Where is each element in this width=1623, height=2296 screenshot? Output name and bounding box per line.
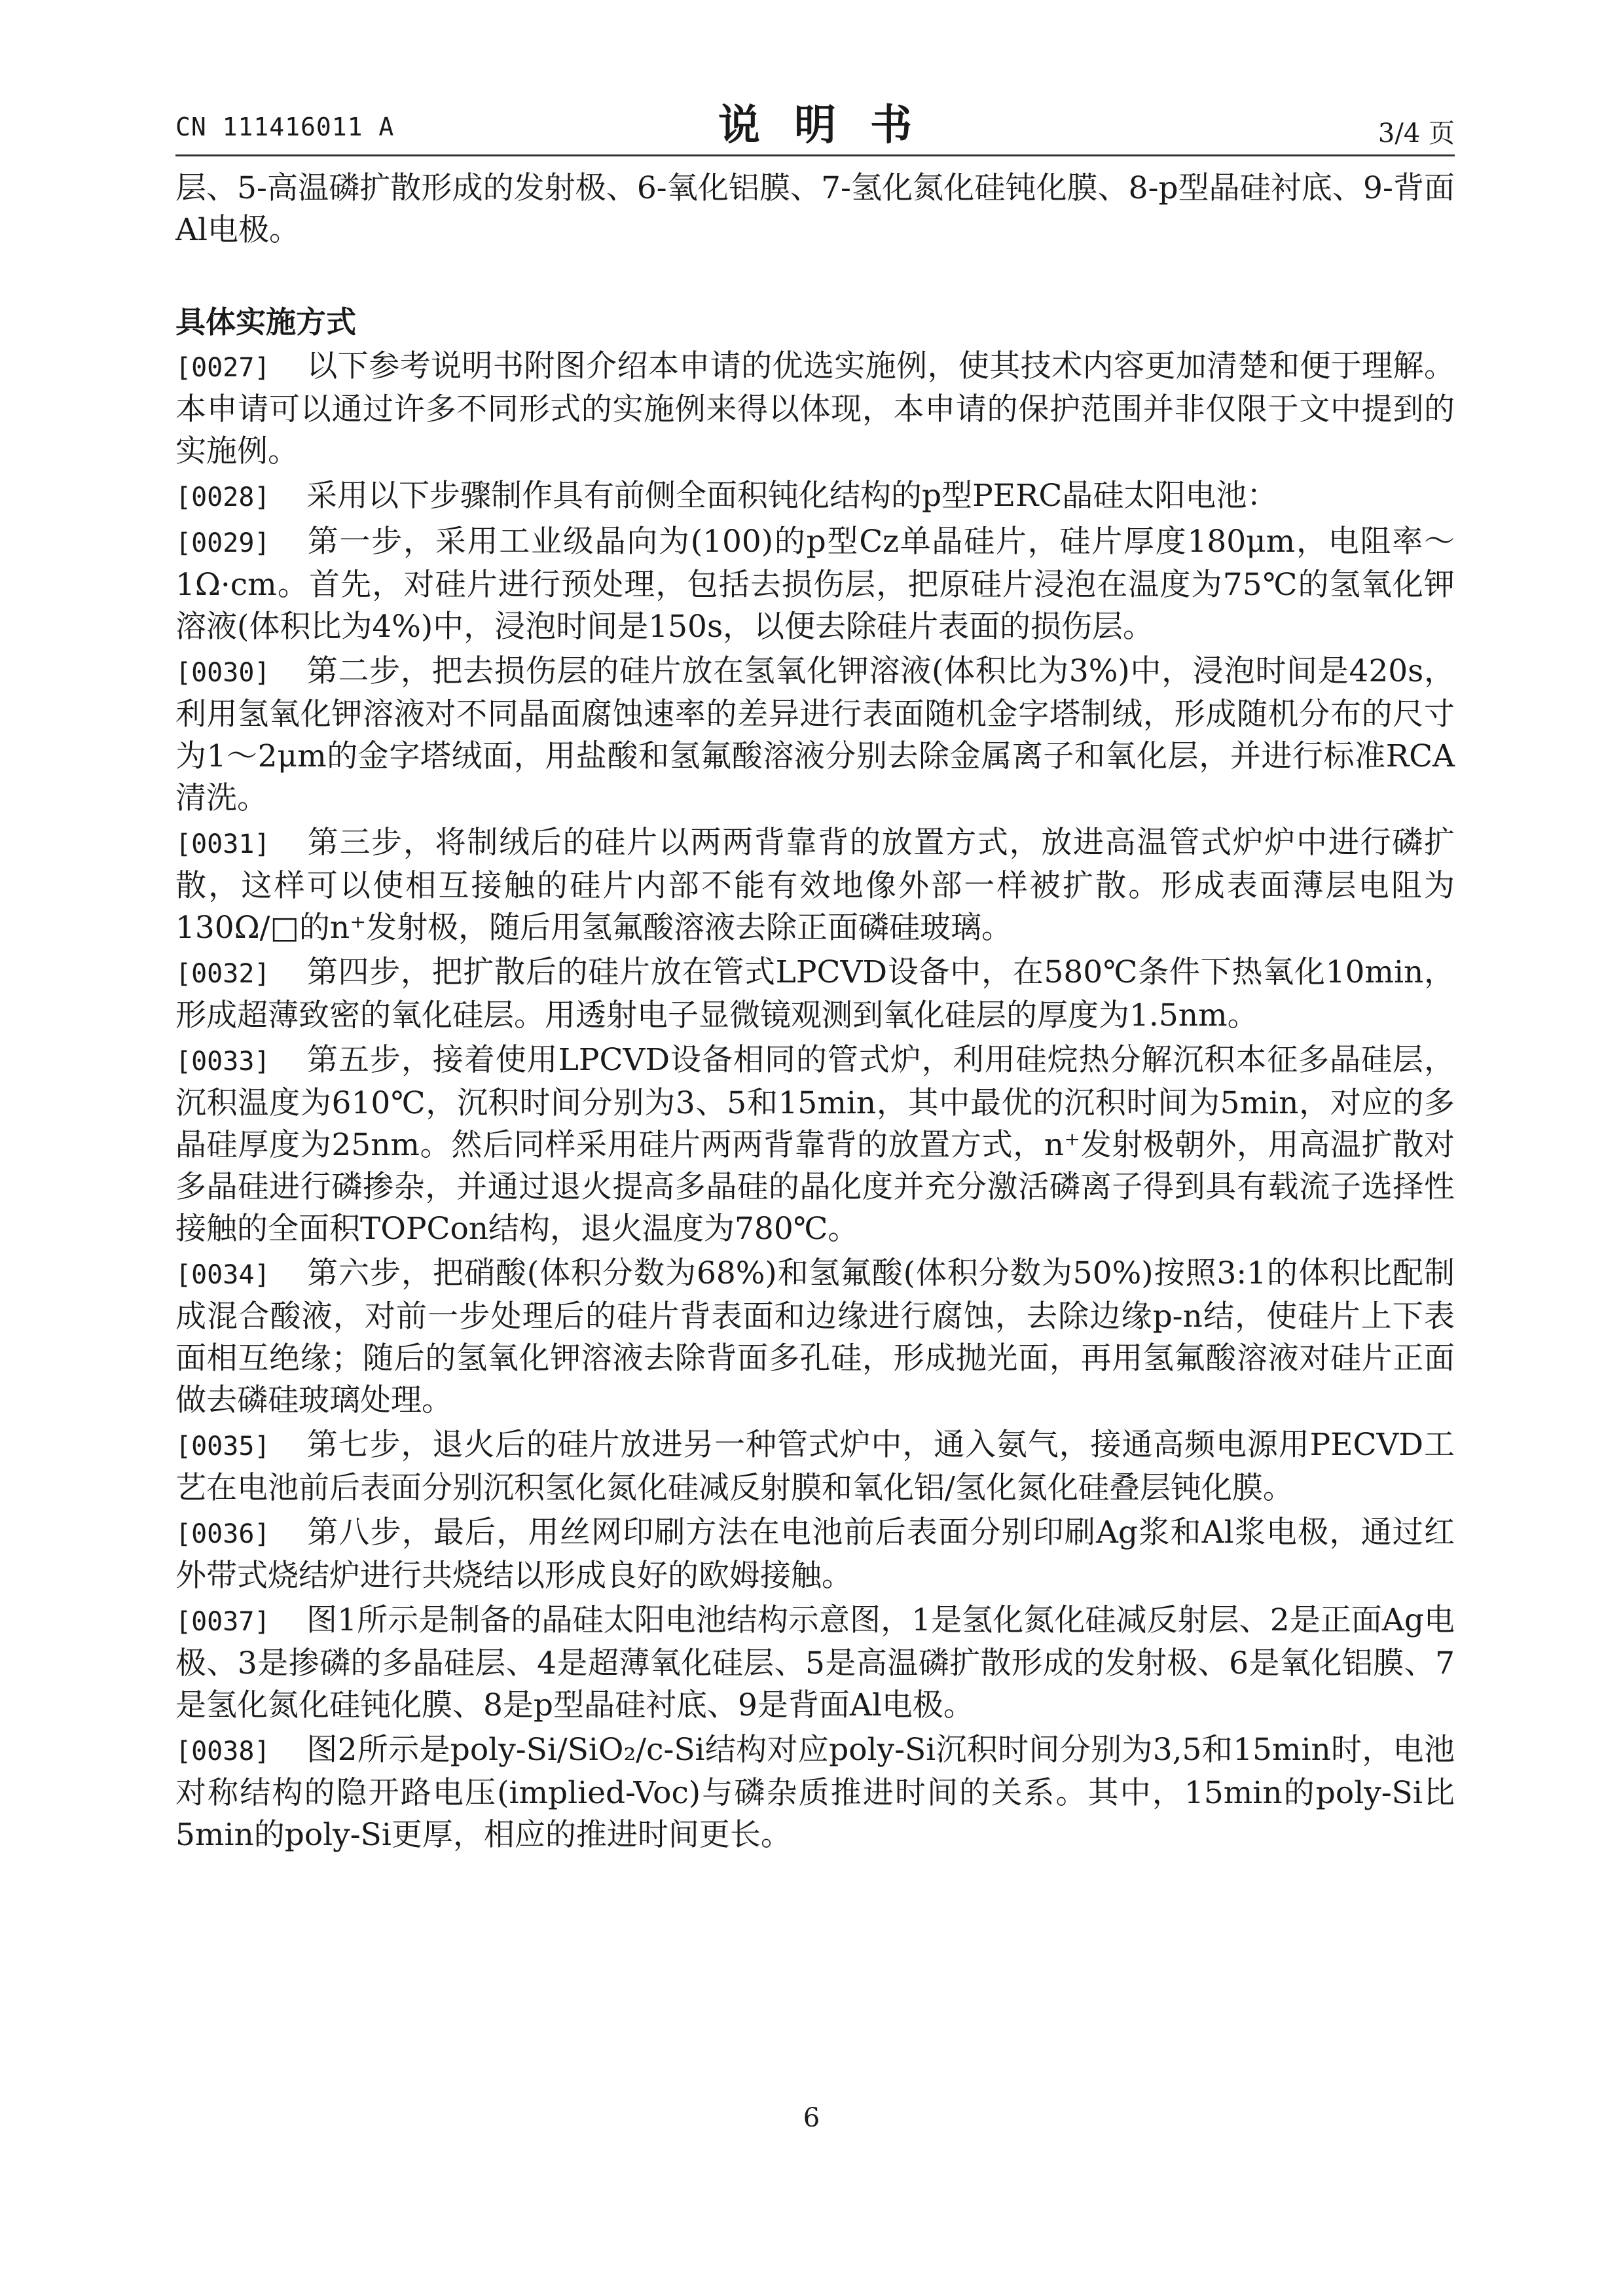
page-count: 3/4 页 [1377,118,1455,149]
document-title: 说明书 [718,101,946,150]
paragraph [175,475,1455,518]
section-heading: 具体实施方式 [175,304,356,340]
paragraph-number: [0030] [175,658,270,688]
intro-continuation: 层、5-高温磷扩散形成的发射极、6-氧化铝膜、7-氢化氮化硅钝化膜、8-p型晶硅衬底、9-背面Al电极。 [175,170,1455,248]
paragraph-number: [0028] [175,482,270,512]
paragraph [175,651,1455,819]
paragraph [175,822,1455,949]
paragraph-number: [0032] [175,959,270,989]
paragraph [175,1600,1455,1727]
header-rule [175,154,1455,156]
paragraph-number: [0031] [175,829,270,859]
paragraph-text: 第二步，把去损伤层的硅片放在氢氧化钾溶液(体积比为3%)中，浸泡时间是420s，利用氢氧化钾溶液对不同晶面腐蚀速率的差异进行表面随机金字塔制绒，形成随机分布的尺寸为1～2μm的金字塔绒面，用盐酸和氢氟酸溶液分别去除金属离子和氧化层，并进行标准RCA清洗。 [175,653,1455,816]
paragraph-number: [0027] [175,353,270,383]
publication-number: CN 111416011 A [175,113,395,141]
paragraph [175,346,1455,473]
page-header [175,92,1455,164]
paragraph-text: 第七步，退火后的硅片放进另一种管式炉中，通入氨气，接通高频电源用PECVD工艺在电池前后表面分别沉积氢化氮化硅减反射膜和氧化铝/氢化氮化硅叠层钝化膜。 [175,1427,1455,1506]
paragraph [175,521,1455,648]
paragraph-number: [0033] [175,1047,270,1077]
paragraph-text: 图1所示是制备的晶硅太阳电池结构示意图，1是氢化氮化硅减反射层、2是正面Ag电极、3是掺磷的多晶硅层、4是超薄氧化硅层、5是高温磷扩散形成的发射极、6是氧化铝膜、7是氢化氮化硅钝化膜、8是p型晶硅衬底、9是背面Al电极。 [175,1602,1455,1723]
paragraph [175,1253,1455,1422]
paragraph [175,1512,1455,1597]
paragraph-text: 以下参考说明书附图介绍本申请的优选实施例，使其技术内容更加清楚和便于理解。本申请可以通过许多不同形式的实施例来得以体现，本申请的保护范围并非仅限于文中提到的实施例。 [175,348,1455,469]
document-body [175,168,1455,1859]
paragraph-number: [0034] [175,1260,270,1290]
paragraph-number: [0037] [175,1607,270,1637]
paragraph-number: [0029] [175,528,270,558]
paragraph-text: 第六步，把硝酸(体积分数为68%)和氢氟酸(体积分数为50%)按照3:1的体积比配制成混合酸液，对前一步处理后的硅片背表面和边缘进行腐蚀，去除边缘p-n结，使硅片上下表面相互绝缘；随后的氢氧化钾溶液去除背面多孔硅，形成抛光面，再用氢氟酸溶液对硅片正面做去磷硅玻璃处理。 [175,1255,1455,1418]
page-number: 6 [803,2103,820,2133]
paragraph-text: 第五步，接着使用LPCVD设备相同的管式炉，利用硅烷热分解沉积本征多晶硅层，沉积温度为610℃，沉积时间分别为3、5和15min，其中最优的沉积时间为5min，对应的多晶硅厚度为25nm。然后同样采用硅片两两背靠背的放置方式，n⁺发射极朝外，用高温扩散对多晶硅进行磷掺杂，并通过退火提高多晶硅的晶化度并充分激活磷离子得到具有载流子选择性接触的全面积TOPCon结构，退火温度为780℃。 [175,1042,1455,1247]
paragraph-number: [0036] [175,1519,270,1549]
paragraph [175,952,1455,1037]
paragraph-number: [0035] [175,1431,270,1462]
paragraph [175,1729,1455,1856]
paragraph [175,1039,1455,1250]
paragraph-text: 图2所示是poly-Si/SiO₂/c-Si结构对应poly-Si沉积时间分别为3,5和15min时，电池对称结构的隐开路电压(implied-Voc)与磷杂质推进时间的关系。其中，15min的poly-Si比5min的poly-Si更厚，相应的推进时间更长。 [175,1732,1455,1853]
paragraph-text: 第四步，把扩散后的硅片放在管式LPCVD设备中，在580℃条件下热氧化10min，形成超薄致密的氧化硅层。用透射电子显微镜观测到氧化硅层的厚度为1.5nm。 [175,954,1455,1033]
paragraph-text: 采用以下步骤制作具有前侧全面积钝化结构的p型PERC晶硅太阳电池： [306,478,1278,514]
paragraph-text: 第八步，最后，用丝网印刷方法在电池前后表面分别印刷Ag浆和Al浆电极，通过红外带式烧结炉进行共烧结以形成良好的欧姆接触。 [175,1515,1455,1594]
paragraph-text: 第一步，采用工业级晶向为(100)的p型Cz单晶硅片，硅片厚度180μm，电阻率～1Ω·cm。首先，对硅片进行预处理，包括去损伤层，把原硅片浸泡在温度为75℃的氢氧化钾溶液(体积比为4%)中，浸泡时间是150s，以便去除硅片表面的损伤层。 [175,524,1455,645]
paragraph-text: 第三步，将制绒后的硅片以两两背靠背的放置方式，放进高温管式炉炉中进行磷扩散，这样可以使相互接触的硅片内部不能有效地像外部一样被扩散。形成表面薄层电阻为130Ω/□的n⁺发射极，随后用氢氟酸溶液去除正面磷硅玻璃。 [175,825,1455,946]
paragraph-number: [0038] [175,1736,270,1767]
paragraph [175,1424,1455,1509]
